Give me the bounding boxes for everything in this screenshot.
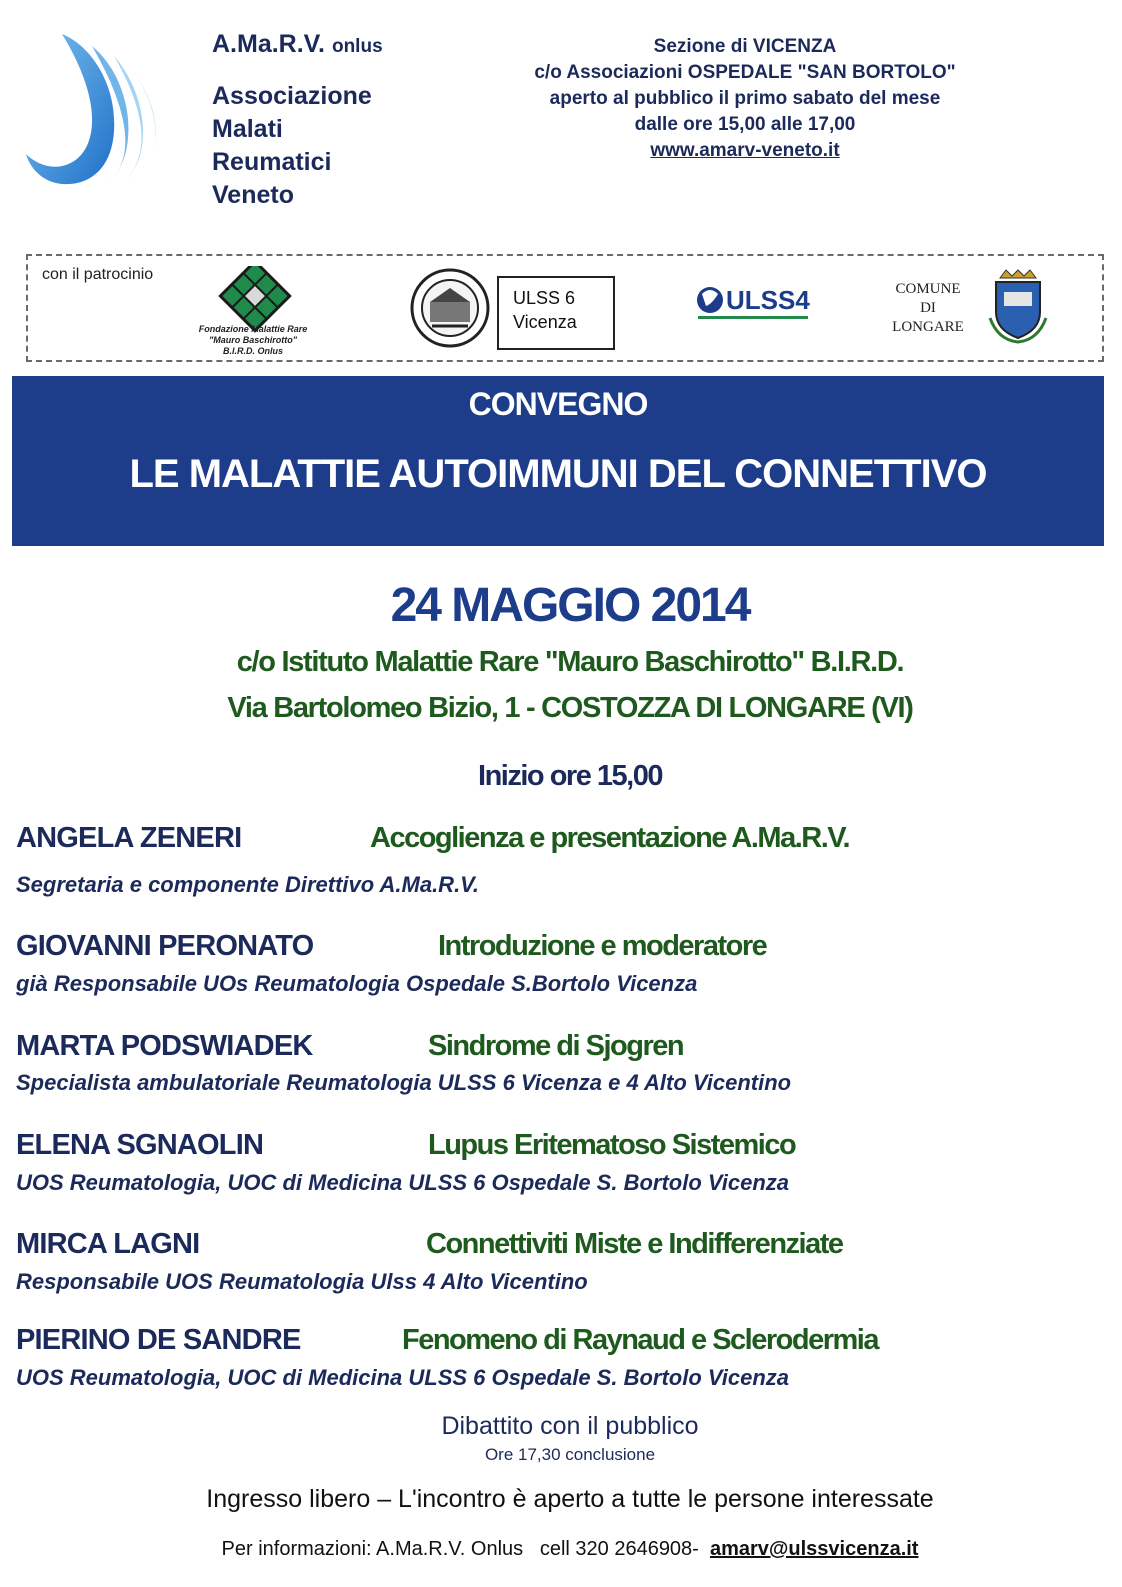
start-time: Inizio ore 15,00 [478, 760, 662, 792]
fondazione-line: B.I.R.D. Onlus [222, 346, 283, 356]
talk-topic: Sindrome di Sjogren [428, 1030, 684, 1062]
municipal-crest-icon [986, 268, 1050, 344]
ulss6-line: Vicenza [513, 312, 577, 332]
org-line: Malati [212, 115, 283, 143]
speaker-name: ANGELA ZENERI [16, 822, 242, 854]
fondazione-line: Fondazione Malattie Rare [198, 324, 308, 334]
section-line: c/o Associazioni OSPEDALE "SAN BORTOLO" [534, 62, 956, 83]
ulss4-text: ULSS4 [726, 285, 810, 315]
email-link[interactable]: amarv@ulssvicenza.it [709, 1538, 919, 1560]
ulss6-line: ULSS 6 [513, 288, 576, 308]
venue-address: Via Bartolomeo Bizio, 1 - COSTOZZA DI LONGARE (VI) [227, 692, 913, 724]
comune-line: DI [920, 300, 936, 316]
speaker-role: già Responsabile UOs Reumatologia Ospedale S.Bortolo Vicenza [16, 971, 698, 996]
section-line: Sezione di VICENZA [653, 36, 837, 57]
org-name [212, 30, 383, 59]
talk-topic: Fenomeno di Raynaud e Sclerodermia [402, 1324, 878, 1356]
speaker-role: Segretaria e componente Direttivo A.Ma.R.V. [16, 872, 479, 897]
section-line: aperto al pubblico il primo sabato del mese [549, 88, 941, 109]
speaker-name: MIRCA LAGNI [16, 1228, 200, 1260]
phone-number: cell 320 2646908- [539, 1538, 699, 1560]
event-type: CONVEGNO [468, 386, 648, 422]
section-info [490, 34, 1000, 164]
region-seal-icon [410, 268, 490, 348]
fondazione-name [166, 324, 340, 357]
talk-topic: Accoglienza e presentazione A.Ma.R.V. [370, 822, 850, 854]
speaker-role: Specialista ambulatoriale Reumatologia ULSS 6 Vicenza e 4 Alto Vicentino [16, 1070, 792, 1095]
event-title: LE MALATTIE AUTOIMMUNI DEL CONNETTIVO [129, 452, 987, 496]
org-full-name [212, 80, 372, 212]
info-prefix: Per informazioni: A.Ma.R.V. Onlus [221, 1538, 524, 1560]
org-line: Associazione [212, 82, 372, 110]
speaker-name: PIERINO DE SANDRE [16, 1324, 301, 1356]
org-suffix: onlus [331, 36, 383, 57]
org-line: Veneto [212, 181, 294, 209]
conclusion-time: Ore 17,30 conclusione [484, 1445, 656, 1464]
website-link[interactable]: www.amarv-veneto.it [650, 140, 840, 161]
talk-topic: Introduzione e moderatore [438, 930, 767, 962]
org-line: Reumatici [212, 148, 332, 176]
event-date: 24 MAGGIO 2014 [390, 579, 750, 632]
talk-topic: Connettiviti Miste e Indifferenziate [426, 1228, 843, 1260]
speaker-name: ELENA SGNAOLIN [16, 1129, 264, 1161]
speaker-role: UOS Reumatologia, UOC di Medicina ULSS 6 Ospedale S. Bortolo Vicenza [16, 1170, 789, 1195]
section-line: dalle ore 15,00 alle 17,00 [634, 114, 856, 135]
venue-line: c/o Istituto Malattie Rare "Mauro Baschirotto" B.I.R.D. [236, 646, 904, 678]
amarv-logo-icon [22, 26, 170, 198]
speaker-name: GIOVANNI PERONATO [16, 930, 314, 962]
contact-info [0, 1538, 1122, 1561]
ulss4-logo-icon [696, 276, 814, 324]
comune-line: COMUNE [895, 281, 961, 297]
talk-topic: Lupus Eritematoso Sistemico [428, 1129, 796, 1161]
ulss6-logo [497, 276, 615, 350]
speaker-role: UOS Reumatologia, UOC di Medicina ULSS 6 Ospedale S. Bortolo Vicenza [16, 1365, 789, 1390]
org-abbrev: A.Ma.R.V. [212, 30, 326, 58]
patronage-label: con il patrocinio [42, 266, 154, 283]
debate-note: Dibattito con il pubblico [441, 1412, 699, 1440]
comune-line: LONGARE [892, 319, 964, 335]
fondazione-line: "Mauro Baschirotto" [208, 335, 298, 345]
speaker-role: Responsabile UOS Reumatologia Ulss 4 Alto Vicentino [16, 1269, 588, 1294]
entry-note: Ingresso libero – L'incontro è aperto a tutte le persone interessate [206, 1485, 934, 1513]
comune-longare [880, 280, 976, 337]
speaker-name: MARTA PODSWIADEK [16, 1030, 313, 1062]
